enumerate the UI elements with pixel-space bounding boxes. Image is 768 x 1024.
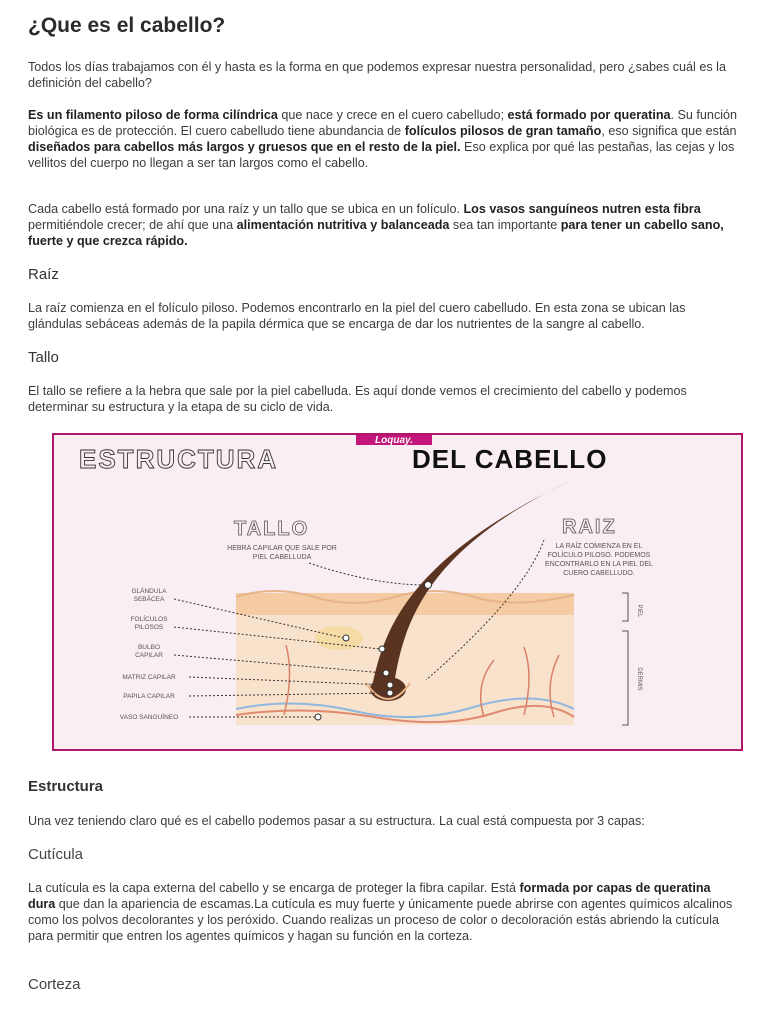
foliculos-marker (379, 646, 385, 652)
bold-text: formada por capas de queratina dura (28, 881, 711, 911)
tallo-paragraph: El tallo se refiere a la hebra que sale por la piel cabelluda. Es aquí donde vemos el crecimiento del cabello y podemos determinar su estructura y la etapa de su ciclo de vida. (28, 384, 687, 414)
infographic-svg (54, 435, 741, 749)
text: La cutícula es la capa externa del cabello y se encarga de proteger la fibra capilar. Está (28, 881, 520, 895)
bracket-piel (622, 593, 628, 621)
estructura-heading: Estructura (28, 778, 104, 795)
tallo-heading: Tallo (28, 349, 59, 366)
nutrition-paragraph (28, 201, 740, 249)
bulbo-marker (383, 670, 389, 676)
label-glandula-2: SEBÁCEA (133, 596, 165, 603)
bracket-dermis (622, 631, 628, 725)
raiz-desc-2: FOLÍCULO PILOSO. PODEMOS (547, 552, 651, 559)
bold-text: para tener un cabello sano, fuerte y que crezca rápido. (28, 218, 724, 248)
bold-text: alimentación nutritiva y balanceada (236, 218, 450, 232)
label-foliculos-1: FOLÍCULOS (130, 616, 168, 623)
bold-text: diseñados para cabellos más largos y gruesos que en el resto de la piel. (28, 140, 461, 154)
label-foliculos-2: PILOSOS (134, 624, 164, 631)
bold-text: Los vasos sanguíneos nutren esta fibra (463, 202, 701, 216)
label-glandula-1: GLÁNDULA (131, 588, 167, 595)
raiz-desc-1: LA RAÍZ COMIENZA EN EL (555, 543, 643, 550)
tallo-desc-1: HEBRA CAPILAR QUE SALE POR (227, 545, 337, 552)
hair-structure-infographic (52, 433, 743, 751)
label-bulbo-2: CAPILAR (135, 652, 163, 659)
intro-paragraph: Todos los días trabajamos con él y hasta es la forma en que podemos expresar nuestra personalidad, pero ¿sabes cuál es la definición del cabello? (28, 60, 726, 90)
corteza-heading: Corteza (28, 976, 81, 993)
cuticula-heading: Cutícula (28, 846, 84, 863)
layer-piel: PIEL (636, 604, 642, 618)
title-outline: ESTRUCTURA (79, 444, 279, 474)
raiz-heading: Raíz (28, 266, 59, 283)
vaso-marker (315, 714, 321, 720)
text: . Su función biológica es de protección. El cuero cabelludo tiene abundancia de (28, 108, 738, 138)
raiz-label: RAIZ (562, 516, 617, 538)
label-bulbo-1: BULBO (137, 644, 161, 651)
matriz-marker (387, 682, 393, 688)
label-vaso: VASO SANGUÍNEO (119, 714, 179, 721)
raiz-desc-4: CUERO CABELLUDO. (563, 570, 635, 577)
sebaceous-gland (315, 626, 363, 650)
tallo-marker (425, 582, 432, 589)
text: permitiéndole crecer; de ahí que una (28, 218, 237, 232)
page-title: ¿Que es el cabello? (28, 14, 226, 37)
tallo-pointer (309, 563, 426, 585)
tallo-desc-2: PIEL CABELLUDA (252, 554, 312, 561)
definition-paragraph (28, 107, 740, 171)
raiz-paragraph: La raíz comienza en el folículo piloso. Podemos encontrarlo en la piel del cuero cabelludo. En esta zona se ubican las glándulas sebáceas además de la papila dérmica que se encarga de dar los nutrientes de la sangre al cabello. (28, 301, 686, 331)
brand-logo: Loquay. (375, 435, 413, 446)
papila-marker (387, 690, 393, 696)
text: que dan la apariencia de escamas.La cutícula es muy fuerte y únicamente puede abrirse con agentes químicos alcalinos como los polvos decolorantes y los peróxido. Cuando realizas un proceso de color o decoloración estás abriendo la cutícula para permitir que entren los agentes químicos y hagan su función en la corteza. (28, 897, 733, 943)
text: sea tan importante (449, 218, 561, 232)
bold-text: folículos pilosos de gran tamaño (404, 124, 602, 138)
label-papila: PAPILA CAPILAR (123, 693, 175, 700)
estructura-paragraph: Una vez teniendo claro qué es el cabello podemos pasar a su estructura. La cual está compuesta por 3 capas: (28, 814, 645, 828)
text: Eso explica por qué las pestañas, las cejas y los vellitos del cuerpo no llegan a ser tan largos como el cabello. (28, 140, 735, 170)
text: que nace y crece en el cuero cabelludo; (277, 108, 508, 122)
bold-text: está formado por queratina (507, 108, 671, 122)
label-matriz: MATRIZ CAPILAR (122, 674, 176, 681)
title-bold: DEL CABELLO (412, 444, 608, 474)
hair-bulb (370, 677, 406, 701)
bold-text: Es un filamento piloso de forma cilíndrica (28, 108, 278, 122)
raiz-desc-3: ENCONTRARLO EN LA PIEL DEL (545, 561, 653, 568)
text: Cada cabello está formado por una raíz y un tallo que se ubica en un folículo. (28, 202, 464, 216)
layer-dermis: DERMIS (636, 667, 642, 691)
text: , eso significa que están (601, 124, 737, 138)
glandula-marker (343, 635, 349, 641)
cuticula-paragraph (28, 880, 740, 944)
tallo-label: TALLO (234, 518, 310, 540)
